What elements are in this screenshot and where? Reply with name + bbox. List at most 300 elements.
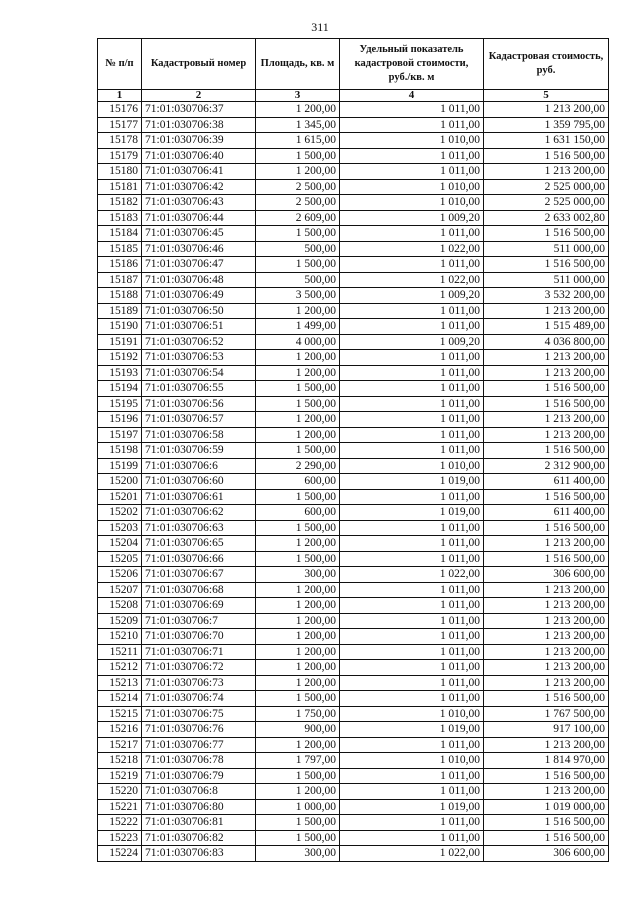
specific-value-cell: 1 011,00 [340, 412, 484, 428]
specific-value-cell: 1 009,20 [340, 210, 484, 226]
specific-value-cell: 1 022,00 [340, 272, 484, 288]
cadastral-number-cell: 71:01:030706:51 [142, 319, 256, 335]
cadastral-number-cell: 71:01:030706:52 [142, 334, 256, 350]
row-number-cell: 15200 [98, 474, 142, 490]
cadastral-value-cell: 1 213 200,00 [484, 784, 609, 800]
row-number-cell: 15198 [98, 443, 142, 459]
specific-value-cell: 1 011,00 [340, 381, 484, 397]
row-number-cell: 15184 [98, 226, 142, 242]
table-row [98, 567, 609, 583]
cadastral-number-cell: 71:01:030706:44 [142, 210, 256, 226]
table-row [98, 660, 609, 676]
cadastral-value-cell: 306 600,00 [484, 846, 609, 862]
table-row [98, 241, 609, 257]
row-number-cell: 15202 [98, 505, 142, 521]
cadastral-number-cell: 71:01:030706:81 [142, 815, 256, 831]
cadastral-number-cell: 71:01:030706:56 [142, 396, 256, 412]
page-number: 311 [311, 20, 329, 34]
specific-value-cell: 1 011,00 [340, 257, 484, 273]
specific-value-cell: 1 011,00 [340, 117, 484, 133]
cadastral-value-cell: 1 516 500,00 [484, 381, 609, 397]
row-number-cell: 15204 [98, 536, 142, 552]
table-row [98, 427, 609, 443]
table-body [98, 102, 609, 862]
specific-value-cell: 1 011,00 [340, 489, 484, 505]
table-row [98, 706, 609, 722]
cadastral-value-cell: 1 213 200,00 [484, 412, 609, 428]
row-number-cell: 15222 [98, 815, 142, 831]
area-cell: 600,00 [256, 474, 340, 490]
row-number-cell: 15215 [98, 706, 142, 722]
row-number-cell: 15194 [98, 381, 142, 397]
row-number-cell: 15207 [98, 582, 142, 598]
area-cell: 1 500,00 [256, 443, 340, 459]
header-row-number: № п/п [98, 39, 142, 90]
table-row [98, 164, 609, 180]
area-cell: 1 200,00 [256, 629, 340, 645]
table-row [98, 272, 609, 288]
table-row [98, 815, 609, 831]
table-row [98, 365, 609, 381]
cadastral-value-cell: 2 312 900,00 [484, 458, 609, 474]
specific-value-cell: 1 011,00 [340, 443, 484, 459]
cadastral-value-cell: 1 213 200,00 [484, 660, 609, 676]
cadastral-value-cell: 917 100,00 [484, 722, 609, 738]
row-number-cell: 15223 [98, 830, 142, 846]
cadastral-value-cell: 1 516 500,00 [484, 148, 609, 164]
cadastral-value-cell: 1 516 500,00 [484, 551, 609, 567]
area-cell: 1 499,00 [256, 319, 340, 335]
cadastral-value-cell: 1 213 200,00 [484, 427, 609, 443]
cadastral-number-cell: 71:01:030706:76 [142, 722, 256, 738]
specific-value-cell: 1 011,00 [340, 613, 484, 629]
row-number-cell: 15191 [98, 334, 142, 350]
cadastral-number-cell: 71:01:030706:72 [142, 660, 256, 676]
row-number-cell: 15209 [98, 613, 142, 629]
table-row [98, 598, 609, 614]
specific-value-cell: 1 011,00 [340, 830, 484, 846]
area-cell: 1 750,00 [256, 706, 340, 722]
specific-value-cell: 1 010,00 [340, 458, 484, 474]
table-row [98, 536, 609, 552]
table-row [98, 210, 609, 226]
area-cell: 1 500,00 [256, 257, 340, 273]
area-cell: 1 500,00 [256, 830, 340, 846]
row-number-cell: 15193 [98, 365, 142, 381]
cadastral-number-cell: 71:01:030706:49 [142, 288, 256, 304]
cadastral-value-cell: 1 213 200,00 [484, 629, 609, 645]
cadastral-number-cell: 71:01:030706:78 [142, 753, 256, 769]
specific-value-cell: 1 011,00 [340, 629, 484, 645]
cadastral-value-cell: 1 213 200,00 [484, 737, 609, 753]
table-row [98, 350, 609, 366]
cadastral-value-cell: 1 213 200,00 [484, 613, 609, 629]
specific-value-cell: 1 009,20 [340, 334, 484, 350]
specific-value-cell: 1 011,00 [340, 365, 484, 381]
area-cell: 4 000,00 [256, 334, 340, 350]
area-cell: 1 345,00 [256, 117, 340, 133]
table-row [98, 753, 609, 769]
row-number-cell: 15178 [98, 133, 142, 149]
cadastral-value-cell: 1 516 500,00 [484, 830, 609, 846]
area-cell: 1 200,00 [256, 582, 340, 598]
cadastral-number-cell: 71:01:030706:82 [142, 830, 256, 846]
area-cell: 1 500,00 [256, 396, 340, 412]
row-number-cell: 15197 [98, 427, 142, 443]
header-cadastral-number: Кадастровый номер [142, 39, 256, 90]
specific-value-cell: 1 010,00 [340, 753, 484, 769]
cadastral-value-cell: 1 213 200,00 [484, 102, 609, 118]
row-number-cell: 15218 [98, 753, 142, 769]
area-cell: 1 200,00 [256, 102, 340, 118]
cadastral-value-cell: 3 532 200,00 [484, 288, 609, 304]
cadastral-number-cell: 71:01:030706:69 [142, 598, 256, 614]
cadastral-value-cell: 1 213 200,00 [484, 365, 609, 381]
table-row [98, 784, 609, 800]
cadastral-number-cell: 71:01:030706:37 [142, 102, 256, 118]
row-number-cell: 15214 [98, 691, 142, 707]
area-cell: 2 500,00 [256, 179, 340, 195]
table-row [98, 551, 609, 567]
specific-value-cell: 1 010,00 [340, 706, 484, 722]
area-cell: 1 500,00 [256, 148, 340, 164]
area-cell: 1 200,00 [256, 427, 340, 443]
cadastral-value-cell: 4 036 800,00 [484, 334, 609, 350]
table-header-row [98, 39, 609, 90]
area-cell: 1 200,00 [256, 350, 340, 366]
specific-value-cell: 1 010,00 [340, 179, 484, 195]
cadastral-number-cell: 71:01:030706:38 [142, 117, 256, 133]
row-number-cell: 15182 [98, 195, 142, 211]
area-cell: 1 200,00 [256, 660, 340, 676]
column-number: 3 [256, 90, 340, 102]
cadastral-value-cell: 611 400,00 [484, 505, 609, 521]
area-cell: 1 200,00 [256, 644, 340, 660]
cadastral-value-cell: 1 516 500,00 [484, 768, 609, 784]
cadastral-number-cell: 71:01:030706:66 [142, 551, 256, 567]
cadastral-number-cell: 71:01:030706:63 [142, 520, 256, 536]
area-cell: 1 200,00 [256, 613, 340, 629]
specific-value-cell: 1 011,00 [340, 598, 484, 614]
specific-value-cell: 1 011,00 [340, 768, 484, 784]
row-number-cell: 15211 [98, 644, 142, 660]
table-row [98, 179, 609, 195]
cadastral-value-cell: 1 515 489,00 [484, 319, 609, 335]
area-cell: 1 200,00 [256, 303, 340, 319]
row-number-cell: 15181 [98, 179, 142, 195]
cadastral-value-cell: 1 516 500,00 [484, 226, 609, 242]
specific-value-cell: 1 019,00 [340, 799, 484, 815]
table-row [98, 489, 609, 505]
cadastral-number-cell: 71:01:030706:71 [142, 644, 256, 660]
cadastral-number-cell: 71:01:030706:70 [142, 629, 256, 645]
table-row [98, 722, 609, 738]
area-cell: 300,00 [256, 567, 340, 583]
row-number-cell: 15190 [98, 319, 142, 335]
table-row [98, 148, 609, 164]
table-row [98, 520, 609, 536]
area-cell: 1 500,00 [256, 381, 340, 397]
cadastral-value-cell: 2 633 002,80 [484, 210, 609, 226]
row-number-cell: 15210 [98, 629, 142, 645]
row-number-cell: 15183 [98, 210, 142, 226]
area-cell: 1 200,00 [256, 784, 340, 800]
column-number: 2 [142, 90, 256, 102]
cadastral-number-cell: 71:01:030706:42 [142, 179, 256, 195]
specific-value-cell: 1 022,00 [340, 567, 484, 583]
area-cell: 1 500,00 [256, 691, 340, 707]
specific-value-cell: 1 011,00 [340, 148, 484, 164]
header-area: Площадь, кв. м [256, 39, 340, 90]
column-number-row [98, 90, 609, 102]
row-number-cell: 15177 [98, 117, 142, 133]
cadastral-number-cell: 71:01:030706:61 [142, 489, 256, 505]
table-row [98, 133, 609, 149]
cadastral-value-cell: 1 213 200,00 [484, 675, 609, 691]
cadastral-value-cell: 511 000,00 [484, 241, 609, 257]
area-cell: 1 500,00 [256, 768, 340, 784]
specific-value-cell: 1 019,00 [340, 505, 484, 521]
specific-value-cell: 1 011,00 [340, 102, 484, 118]
cadastral-number-cell: 71:01:030706:68 [142, 582, 256, 598]
area-cell: 1 797,00 [256, 753, 340, 769]
row-number-cell: 15176 [98, 102, 142, 118]
row-number-cell: 15180 [98, 164, 142, 180]
cadastral-number-cell: 71:01:030706:8 [142, 784, 256, 800]
cadastral-number-cell: 71:01:030706:47 [142, 257, 256, 273]
cadastral-value-table [97, 38, 609, 862]
table-row [98, 334, 609, 350]
cadastral-value-cell: 1 767 500,00 [484, 706, 609, 722]
area-cell: 1 615,00 [256, 133, 340, 149]
cadastral-value-cell: 1 213 200,00 [484, 303, 609, 319]
area-cell: 3 500,00 [256, 288, 340, 304]
row-number-cell: 15212 [98, 660, 142, 676]
row-number-cell: 15208 [98, 598, 142, 614]
specific-value-cell: 1 019,00 [340, 722, 484, 738]
cadastral-number-cell: 71:01:030706:6 [142, 458, 256, 474]
column-number: 4 [340, 90, 484, 102]
specific-value-cell: 1 011,00 [340, 784, 484, 800]
row-number-cell: 15179 [98, 148, 142, 164]
cadastral-value-cell: 1 516 500,00 [484, 815, 609, 831]
area-cell: 2 609,00 [256, 210, 340, 226]
header-cadastral-value: Кадастровая стоимость, руб. [484, 39, 609, 90]
cadastral-number-cell: 71:01:030706:60 [142, 474, 256, 490]
specific-value-cell: 1 011,00 [340, 582, 484, 598]
table-row [98, 319, 609, 335]
cadastral-number-cell: 71:01:030706:43 [142, 195, 256, 211]
cadastral-number-cell: 71:01:030706:59 [142, 443, 256, 459]
cadastral-number-cell: 71:01:030706:77 [142, 737, 256, 753]
area-cell: 1 500,00 [256, 489, 340, 505]
cadastral-number-cell: 71:01:030706:79 [142, 768, 256, 784]
area-cell: 1 200,00 [256, 164, 340, 180]
table-row [98, 582, 609, 598]
row-number-cell: 15195 [98, 396, 142, 412]
cadastral-value-cell: 2 525 000,00 [484, 195, 609, 211]
cadastral-number-cell: 71:01:030706:7 [142, 613, 256, 629]
table-row [98, 691, 609, 707]
cadastral-number-cell: 71:01:030706:58 [142, 427, 256, 443]
column-number: 5 [484, 90, 609, 102]
row-number-cell: 15224 [98, 846, 142, 862]
row-number-cell: 15192 [98, 350, 142, 366]
specific-value-cell: 1 011,00 [340, 675, 484, 691]
table-row [98, 846, 609, 862]
cadastral-number-cell: 71:01:030706:48 [142, 272, 256, 288]
table-row [98, 102, 609, 118]
row-number-cell: 15213 [98, 675, 142, 691]
cadastral-number-cell: 71:01:030706:83 [142, 846, 256, 862]
row-number-cell: 15216 [98, 722, 142, 738]
row-number-cell: 15220 [98, 784, 142, 800]
cadastral-number-cell: 71:01:030706:75 [142, 706, 256, 722]
specific-value-cell: 1 011,00 [340, 226, 484, 242]
header-specific-value: Удельный показатель кадастровой стоимости, руб./кв. м [340, 39, 484, 90]
cadastral-number-cell: 71:01:030706:65 [142, 536, 256, 552]
table-row [98, 303, 609, 319]
cadastral-value-cell: 2 525 000,00 [484, 179, 609, 195]
cadastral-value-cell: 1 631 150,00 [484, 133, 609, 149]
area-cell: 1 500,00 [256, 520, 340, 536]
area-cell: 1 500,00 [256, 551, 340, 567]
cadastral-value-cell: 1 814 970,00 [484, 753, 609, 769]
cadastral-number-cell: 71:01:030706:73 [142, 675, 256, 691]
row-number-cell: 15188 [98, 288, 142, 304]
cadastral-number-cell: 71:01:030706:40 [142, 148, 256, 164]
cadastral-number-cell: 71:01:030706:55 [142, 381, 256, 397]
row-number-cell: 15219 [98, 768, 142, 784]
table-row [98, 613, 609, 629]
cadastral-value-cell: 1 213 200,00 [484, 164, 609, 180]
specific-value-cell: 1 011,00 [340, 551, 484, 567]
row-number-cell: 15201 [98, 489, 142, 505]
cadastral-value-cell: 1 516 500,00 [484, 520, 609, 536]
row-number-cell: 15203 [98, 520, 142, 536]
specific-value-cell: 1 011,00 [340, 319, 484, 335]
specific-value-cell: 1 011,00 [340, 520, 484, 536]
cadastral-number-cell: 71:01:030706:57 [142, 412, 256, 428]
table-row [98, 737, 609, 753]
area-cell: 1 200,00 [256, 737, 340, 753]
area-cell: 1 500,00 [256, 226, 340, 242]
cadastral-value-cell: 1 213 200,00 [484, 598, 609, 614]
area-cell: 500,00 [256, 272, 340, 288]
table-row [98, 458, 609, 474]
cadastral-value-cell: 1 516 500,00 [484, 691, 609, 707]
area-cell: 300,00 [256, 846, 340, 862]
cadastral-value-cell: 1 213 200,00 [484, 350, 609, 366]
row-number-cell: 15187 [98, 272, 142, 288]
table-row [98, 629, 609, 645]
cadastral-number-cell: 71:01:030706:80 [142, 799, 256, 815]
cadastral-value-cell: 306 600,00 [484, 567, 609, 583]
area-cell: 1 200,00 [256, 412, 340, 428]
specific-value-cell: 1 011,00 [340, 691, 484, 707]
specific-value-cell: 1 009,20 [340, 288, 484, 304]
specific-value-cell: 1 011,00 [340, 350, 484, 366]
area-cell: 1 200,00 [256, 598, 340, 614]
table-row [98, 830, 609, 846]
specific-value-cell: 1 011,00 [340, 815, 484, 831]
cadastral-value-cell: 1 359 795,00 [484, 117, 609, 133]
column-number: 1 [98, 90, 142, 102]
cadastral-number-cell: 71:01:030706:41 [142, 164, 256, 180]
area-cell: 900,00 [256, 722, 340, 738]
cadastral-number-cell: 71:01:030706:53 [142, 350, 256, 366]
table-row [98, 396, 609, 412]
cadastral-value-cell: 611 400,00 [484, 474, 609, 490]
area-cell: 2 290,00 [256, 458, 340, 474]
table-row [98, 768, 609, 784]
specific-value-cell: 1 011,00 [340, 164, 484, 180]
cadastral-number-cell: 71:01:030706:62 [142, 505, 256, 521]
table-row [98, 195, 609, 211]
area-cell: 1 200,00 [256, 365, 340, 381]
specific-value-cell: 1 011,00 [340, 396, 484, 412]
row-number-cell: 15217 [98, 737, 142, 753]
specific-value-cell: 1 011,00 [340, 427, 484, 443]
row-number-cell: 15199 [98, 458, 142, 474]
row-number-cell: 15206 [98, 567, 142, 583]
cadastral-value-cell: 1 213 200,00 [484, 582, 609, 598]
row-number-cell: 15189 [98, 303, 142, 319]
specific-value-cell: 1 019,00 [340, 474, 484, 490]
table-row [98, 474, 609, 490]
cadastral-number-cell: 71:01:030706:54 [142, 365, 256, 381]
specific-value-cell: 1 011,00 [340, 536, 484, 552]
cadastral-value-cell: 1 516 500,00 [484, 489, 609, 505]
table-row [98, 675, 609, 691]
cadastral-value-cell: 511 000,00 [484, 272, 609, 288]
specific-value-cell: 1 022,00 [340, 846, 484, 862]
table-row [98, 288, 609, 304]
cadastral-value-cell: 1 019 000,00 [484, 799, 609, 815]
cadastral-number-cell: 71:01:030706:45 [142, 226, 256, 242]
row-number-cell: 15205 [98, 551, 142, 567]
specific-value-cell: 1 011,00 [340, 644, 484, 660]
area-cell: 1 200,00 [256, 536, 340, 552]
cadastral-value-cell: 1 516 500,00 [484, 396, 609, 412]
table-row [98, 799, 609, 815]
specific-value-cell: 1 022,00 [340, 241, 484, 257]
cadastral-value-cell: 1 213 200,00 [484, 644, 609, 660]
specific-value-cell: 1 011,00 [340, 660, 484, 676]
table-row [98, 257, 609, 273]
row-number-cell: 15221 [98, 799, 142, 815]
table-row [98, 117, 609, 133]
row-number-cell: 15186 [98, 257, 142, 273]
area-cell: 1 200,00 [256, 675, 340, 691]
table-row [98, 443, 609, 459]
cadastral-value-cell: 1 516 500,00 [484, 443, 609, 459]
cadastral-number-cell: 71:01:030706:46 [142, 241, 256, 257]
table-row [98, 505, 609, 521]
row-number-cell: 15185 [98, 241, 142, 257]
cadastral-number-cell: 71:01:030706:39 [142, 133, 256, 149]
specific-value-cell: 1 011,00 [340, 303, 484, 319]
area-cell: 2 500,00 [256, 195, 340, 211]
table-row [98, 412, 609, 428]
area-cell: 1 500,00 [256, 815, 340, 831]
area-cell: 1 000,00 [256, 799, 340, 815]
row-number-cell: 15196 [98, 412, 142, 428]
specific-value-cell: 1 010,00 [340, 133, 484, 149]
specific-value-cell: 1 011,00 [340, 737, 484, 753]
cadastral-number-cell: 71:01:030706:67 [142, 567, 256, 583]
table-row [98, 226, 609, 242]
